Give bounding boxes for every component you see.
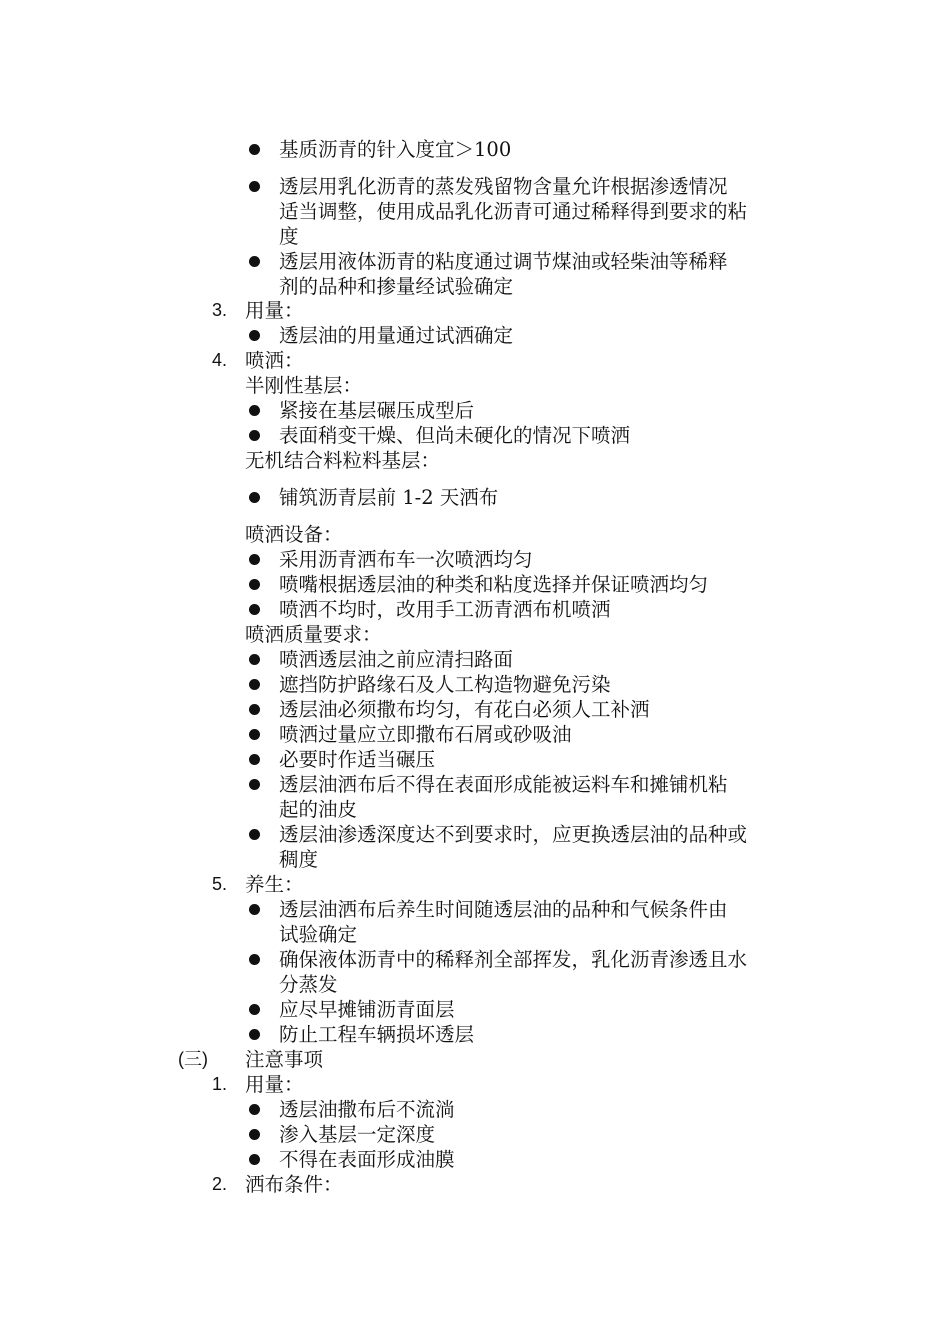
sub-heading: 无机结合料粒料基层： bbox=[245, 449, 441, 472]
bullet-icon bbox=[249, 181, 260, 192]
bullet-item-text: 喷洒透层油之前应清扫路面 bbox=[279, 648, 514, 671]
bullet-item-text: 起的油皮 bbox=[279, 798, 358, 821]
bullet-item-text: 分蒸发 bbox=[279, 973, 338, 996]
bullet-item-text: 喷嘴根据透层油的种类和粘度选择并保证喷洒均匀 bbox=[279, 573, 709, 596]
bullet-icon bbox=[249, 554, 260, 565]
bullet-item-text: 确保液体沥青中的稀释剂全部挥发，乳化沥青渗透且水 bbox=[279, 948, 748, 971]
bullet-icon bbox=[249, 1029, 260, 1040]
bullet-icon bbox=[249, 579, 260, 590]
bullet-icon bbox=[249, 492, 260, 503]
bullet-item-text: 不得在表面形成油膜 bbox=[279, 1148, 455, 1171]
bullet-item-text: 渗入基层一定深度 bbox=[279, 1123, 436, 1146]
bullet-icon bbox=[249, 904, 260, 915]
bullet-item-text: 基质沥青的针入度宜＞100 bbox=[279, 138, 512, 161]
bullet-icon bbox=[249, 1004, 260, 1015]
list-number: 2. bbox=[212, 1174, 228, 1194]
bullet-item-text: 喷洒不均时，改用手工沥青洒布机喷洒 bbox=[279, 598, 611, 621]
bullet-item-text: 试验确定 bbox=[279, 923, 358, 946]
bullet-item-text: 表面稍变干燥、但尚未硬化的情况下喷洒 bbox=[279, 424, 631, 447]
sub-heading: 喷洒质量要求： bbox=[245, 623, 382, 646]
bullet-icon bbox=[249, 779, 260, 790]
numbered-heading: 喷洒： bbox=[245, 349, 304, 372]
bullet-icon bbox=[249, 1154, 260, 1165]
bullet-item-text: 透层用乳化沥青的蒸发残留物含量允许根据渗透情况 bbox=[279, 175, 728, 198]
bullet-item-text: 必要时作适当碾压 bbox=[279, 748, 436, 771]
numbered-heading: 用量： bbox=[245, 1073, 304, 1096]
bullet-item-text: 喷洒过量应立即撒布石屑或砂吸油 bbox=[279, 723, 572, 746]
bullet-item-text: 遮挡防护路缘石及人工构造物避免污染 bbox=[279, 673, 611, 696]
list-number: 3. bbox=[212, 300, 228, 320]
bullet-item-text: 铺筑沥青层前 1-2 天洒布 bbox=[279, 486, 499, 509]
bullet-item-text: 透层油渗透深度达不到要求时，应更换透层油的品种或 bbox=[279, 823, 748, 846]
bullet-item-text: 透层用液体沥青的粘度通过调节煤油或轻柴油等稀释 bbox=[279, 250, 728, 273]
bullet-icon bbox=[249, 330, 260, 341]
bullet-icon bbox=[249, 654, 260, 665]
bullet-icon bbox=[249, 704, 260, 715]
bullet-item-text: 透层油撒布后不流淌 bbox=[279, 1098, 455, 1121]
bullet-item-text: 稠度 bbox=[279, 848, 319, 871]
list-number: 5. bbox=[212, 874, 228, 894]
bullet-icon bbox=[249, 754, 260, 765]
bullet-item-text: 剂的品种和掺量经试验确定 bbox=[279, 275, 514, 298]
section-heading: 注意事项 bbox=[245, 1048, 324, 1071]
numbered-heading: 用量： bbox=[245, 299, 304, 322]
sub-heading: 半刚性基层： bbox=[245, 374, 363, 397]
bullet-icon bbox=[249, 679, 260, 690]
bullet-icon bbox=[249, 604, 260, 615]
list-number: 1. bbox=[212, 1074, 228, 1094]
bullet-icon bbox=[249, 256, 260, 267]
numbered-heading: 洒布条件： bbox=[245, 1173, 343, 1196]
bullet-icon bbox=[249, 729, 260, 740]
bullet-item-text: 透层油的用量通过试洒确定 bbox=[279, 324, 514, 347]
bullet-item-text: 采用沥青洒布车一次喷洒均匀 bbox=[279, 548, 533, 571]
bullet-item-text: 适当调整，使用成品乳化沥青可通过稀释得到要求的粘 bbox=[279, 200, 748, 223]
bullet-icon bbox=[249, 430, 260, 441]
bullet-icon bbox=[249, 405, 260, 416]
bullet-icon bbox=[249, 144, 260, 155]
numbered-heading: 养生： bbox=[245, 873, 304, 896]
bullet-item-text: 紧接在基层碾压成型后 bbox=[279, 399, 475, 422]
list-number: 4. bbox=[212, 350, 228, 370]
bullet-icon bbox=[249, 954, 260, 965]
bullet-icon bbox=[249, 1129, 260, 1140]
bullet-item-text: 透层油洒布后不得在表面形成能被运料车和摊铺机粘 bbox=[279, 773, 728, 796]
bullet-item-text: 透层油必须撒布均匀，有花白必须人工补洒 bbox=[279, 698, 650, 721]
bullet-icon bbox=[249, 1104, 260, 1115]
sub-heading: 喷洒设备： bbox=[245, 523, 343, 546]
bullet-item-text: 度 bbox=[279, 225, 299, 248]
bullet-item-text: 透层油洒布后养生时间随透层油的品种和气候条件由 bbox=[279, 898, 728, 921]
section-marker: (三) bbox=[178, 1049, 208, 1069]
bullet-item-text: 应尽早摊铺沥青面层 bbox=[279, 998, 455, 1021]
bullet-icon bbox=[249, 829, 260, 840]
bullet-item-text: 防止工程车辆损坏透层 bbox=[279, 1023, 475, 1046]
